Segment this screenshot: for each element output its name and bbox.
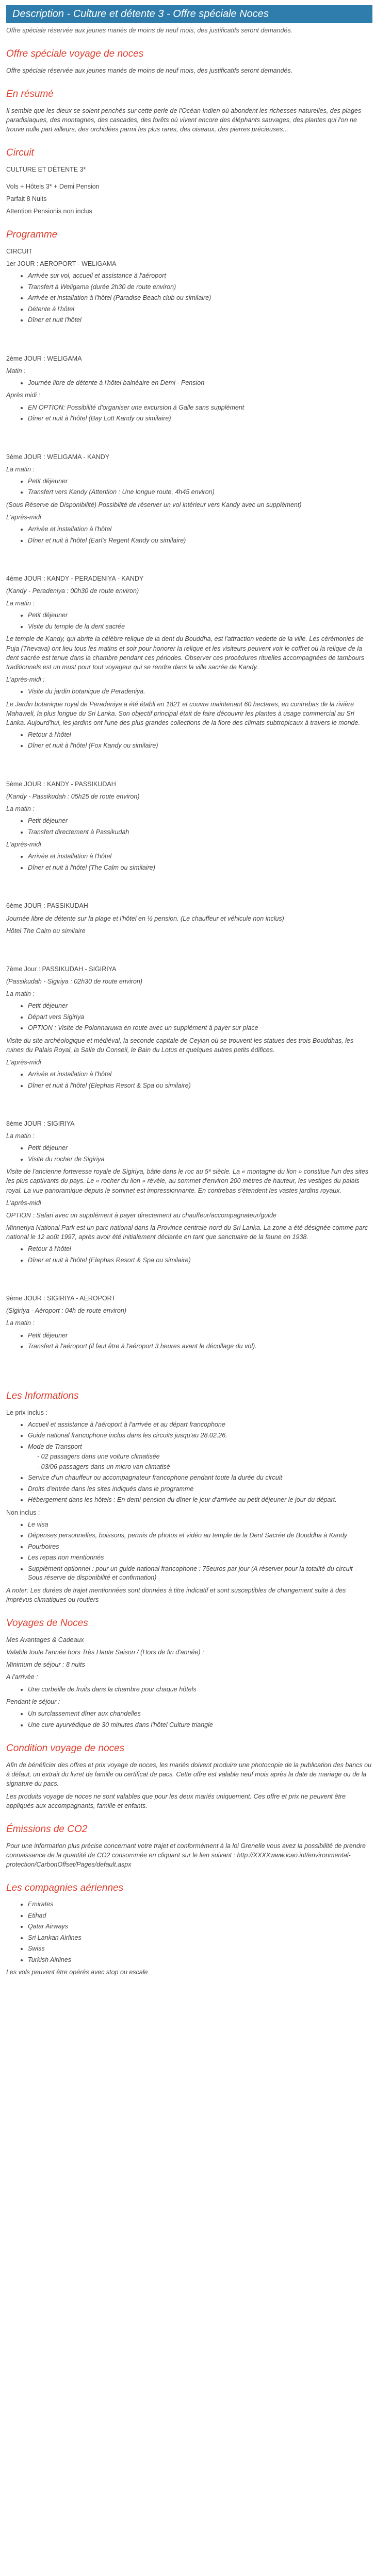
list-item: • Une corbeille de fruits dans la chambre pour chaque hôtels [28, 1685, 372, 1694]
co2-text: Pour une information plus précise concernant votre trajet et conformément à la loi Grenelle vous avez la possibilité de prendre connaissance de la quantité de CO2 consommée en cliquant sur le lien suivant : http://XXXXwww.icao.int/environmental-protection/CarbonOffset/Pages/default.aspx [6, 1842, 366, 1868]
offer-text: Offre spéciale réservée aux jeunes mariés de moins de neuf mois, des justificatifs seront demandés. [6, 66, 293, 74]
program-label: CIRCUIT [6, 247, 32, 255]
list-item: • Journée libre de détente à l'hôtel balnéaire en Demi - Pension [28, 379, 372, 388]
voyage-arrival-list [6, 1685, 372, 1694]
day-text: Visite du site archéologique et médiéval, la seconde capitale de Ceylan où se trouvent les statues des trois Bouddhas, les ruines du Palais Royal, la Salle du Conseil, le Bain du Lotus et quelques autres petits édifices. [6, 1037, 354, 1054]
day-text: Matin : [6, 367, 26, 375]
day-title: 6ème JOUR : PASSIKUDAH [6, 902, 88, 910]
list-item: • Arrivée et installation à l'hôtel (Paradise Beach club ou similaire) [28, 294, 372, 303]
day-text: (Passikudah - Sigiriya : 02h30 de route environ) [6, 977, 143, 985]
itinerary-day [6, 548, 372, 751]
circuit-line: Attention Pensionis non inclus [6, 207, 92, 215]
airlines-title: Les compagnies aériennes [6, 1883, 124, 1894]
day-list [6, 379, 372, 388]
day-list [6, 1245, 372, 1265]
conditions-text: Les produits voyage de noces ne sont valables que pour les deux mariés uniquement. Ces offre et prix ne peuvent être appliqués aux accompagnants, famille et enfants. [6, 1792, 346, 1809]
list-item: • Détente à l'hôtel [28, 305, 372, 314]
day-text: La matin : [6, 465, 35, 473]
intro-note: Offre spéciale réservée aux jeunes mariés de moins de neuf mois, des justificatifs seront demandés. [6, 27, 293, 34]
voyage-stay-list [6, 1709, 372, 1730]
day-list [6, 1331, 372, 1351]
list-item: • Transfert directement à Passikudah [28, 828, 372, 837]
day-text: La matin : [6, 990, 35, 997]
list-item: • Les repas non mentionnés [28, 1553, 372, 1563]
circuit-title: Circuit [6, 147, 34, 159]
includes-list [6, 1420, 372, 1505]
itinerary-day [6, 1093, 372, 1265]
day-list [6, 525, 372, 545]
list-item: • Une cure ayurvédique de 30 minutes dans l'hôtel Culture triangle [28, 1721, 372, 1730]
day-title: 9ème JOUR : SIGIRIYA - AEROPORT [6, 1295, 116, 1302]
program-title: Programme [6, 229, 58, 240]
itinerary-day [6, 939, 372, 1090]
day-title: 1er JOUR : AEROPORT - WELIGAMA [6, 260, 117, 267]
list-item: • Arrivée et installation à l'hôtel [28, 1070, 372, 1079]
list-item: • Petit déjeuner [28, 1144, 372, 1153]
list-item: • Visite du jardin botanique de Peradeniya. [28, 687, 372, 697]
day-title: 3ème JOUR : WELIGAMA - KANDY [6, 453, 110, 461]
list-item: • Arrivée sur vol, accueil et assistance à l'aéroport [28, 272, 372, 281]
day-text: L'après-midi [6, 1058, 41, 1066]
list-item: • EN OPTION: Possibilité d'organiser une excursion à Galle sans supplément [28, 403, 372, 413]
voyage-title: Voyages de Noces [6, 1618, 88, 1629]
day-text: Journée libre de détente sur la plage et l'hôtel en ½ pension. (Le chauffeur et véhicule non inclus) [6, 914, 284, 922]
transport-sublist [28, 1452, 372, 1471]
co2-title: Émissions de CO2 [6, 1823, 88, 1835]
list-item: • Service d'un chauffeur ou accompagnateur francophone pendant toute la durée du circuit [28, 1473, 372, 1483]
list-item: • Petit déjeuner [28, 477, 372, 486]
banner-title: Description - Culture et détente 3 - Offre spéciale Noces [12, 8, 269, 20]
day-title: 5ème JOUR : KANDY - PASSIKUDAH [6, 780, 116, 788]
list-item: • Dîner et nuit à l'hôtel (Elephas Resort & Spa ou similaire) [28, 1081, 372, 1091]
list-item: • Dîner et nuit à l'hôtel (Fox Kandy ou similaire) [28, 741, 372, 751]
itinerary-day [6, 328, 372, 423]
day-text: OPTION : Safari avec un supplément à payer directement au chauffeur/accompagnateur/guide [6, 1211, 276, 1219]
day-text: (Kandy - Passikudah : 05h25 de route environ) [6, 793, 140, 800]
list-item: • Petit déjeuner [28, 817, 372, 826]
excludes-label: Non inclus : [6, 1509, 40, 1516]
list-item: • Supplément optionnel : pour un guide national francophone : 75euros par jour (A réserver pour la totalité du circuit - Sous réserve de disponibilité et confirmation) [28, 1565, 372, 1583]
list-item: • OPTION : Visite de Polonnaruwa en route avec un supplément à payer sur place [28, 1024, 372, 1033]
day-text: La matin : [6, 1132, 35, 1140]
day-list [6, 852, 372, 872]
day-text: Visite de l'ancienne forteresse royale de Sigiriya, bâtie dans le roc au 5ᵉ siècle. La « montagne du lion » constitue l'un des sites les plus captivants du pays. Le « rocher du lion » révèle, au sommet d'environ 200 mètres de hauteur, les vestiges du palais royal. La vue panoramique depuis le sommet est impressionnante. En contrebas s'étendent les vastes jardins royaux. [6, 1168, 369, 1194]
transport-label: Mode de Transport [28, 1443, 82, 1450]
day-title: 4ème JOUR : KANDY - PERADENIYA - KANDY [6, 575, 144, 582]
day-text: La matin : [6, 600, 35, 607]
day-text: Hôtel The Calm ou similaire [6, 927, 86, 935]
list-item: • Arrivée et installation à l'hôtel [28, 852, 372, 861]
itinerary-days [6, 259, 372, 1351]
voyage-stay-label: Pendant le séjour : [6, 1698, 60, 1705]
day-list [6, 687, 372, 697]
day-text: Minneriya National Park est un parc national dans la Province centrale-nord du Sri Lanka. La zone a été désignée comme parc national le 12 août 1997, après avoir été initialement déclarée en tant que sanctuaire de la faune en 1938. [6, 1224, 368, 1241]
airlines-list [6, 1900, 372, 1964]
list-item: • Turkish Airlines [28, 1956, 372, 1965]
conditions-title: Condition voyage de noces [6, 1743, 125, 1754]
day-text: (Sigiriya - Aéroport : 04h de route environ) [6, 1307, 126, 1315]
list-item: • Transfert vers Kandy (Attention : Une longue route, 4h45 environ) [28, 488, 372, 497]
day-text: (Kandy - Peradeniya : 00h30 de route environ) [6, 587, 139, 595]
summary-text: Il semble que les dieux se soient penchés sur cette perle de l'Océan Indien où abondent les richesses naturelles, des plages paradisiaques, des montagnes, des cascades, des forêts où vivent encore des éléphants sauvages, des plantes qui l'on ne trouve nulle part ailleurs, des orchidées parmi les plus rares, des oiseaux, des pierres précieuses... [6, 107, 362, 133]
list-item: • Visite du temple de la dent sacrée [28, 622, 372, 632]
list-item: • Qatar Airways [28, 1922, 372, 1931]
list-item: • Le visa [28, 1520, 372, 1530]
list-item: • Transfert à Weligama (durée 2h30 de route environ) [28, 283, 372, 292]
list-item [28, 1443, 372, 1472]
list-item: • Dîner et nuit l'hôtel [28, 316, 372, 325]
circuit-line: Parfait 8 Nuits [6, 195, 47, 202]
page-banner [6, 5, 372, 23]
list-item: • Accueil et assistance à l'aéroport à l'arrivée et au départ francophone [28, 1420, 372, 1430]
list-item: • Retour à l'hôtel [28, 731, 372, 740]
list-item: • Emirates [28, 1900, 372, 1909]
excludes-list [6, 1520, 372, 1583]
list-item: • Arrivée et installation à l'hôtel [28, 525, 372, 534]
circuit-lines [6, 165, 372, 216]
list-item: • Visite du rocher de Sigiriya [28, 1155, 372, 1164]
includes-label: Le prix inclus : [6, 1409, 47, 1416]
voyage-min-stay: Minimum de séjour : 8 nuits [6, 1661, 85, 1669]
list-item: • Dîner et nuit à l'hôtel (Earl's Regent Kandy ou similaire) [28, 536, 372, 546]
list-item: • Hébergement dans les hôtels : En demi-pension du dîner le jour d'arrivée au petit déjeuner le jour du départ. [28, 1496, 372, 1505]
day-list [6, 1070, 372, 1090]
itinerary-day [6, 427, 372, 546]
day-text: La matin : [6, 805, 35, 813]
day-title: 7ème Jour : PASSIKUDAH - SIGIRIYA [6, 965, 117, 973]
itinerary-day [6, 875, 372, 935]
list-item: • Départ vers Sigiriya [28, 1013, 372, 1022]
voyage-sub: Mes Avantages & Cadeaux [6, 1636, 84, 1643]
list-item: • Pourboires [28, 1543, 372, 1552]
day-list [6, 403, 372, 423]
day-text: Le Jardin botanique royal de Peradeniya a été établi en 1821 et couvre maintenant 60 hectares, en contrebas de la rivière Mahaweli, la plus longue du Sri Lanka. Son objectif principal était de faire découvrir les plantes à usage commercial au Sri Lanka. Aujourd'hui, les jardins ont l'une des plus grandes collections de la flore des climats subtropicaux à travers le monde. [6, 700, 360, 726]
day-text: Après midi : [6, 392, 40, 399]
list-item: • Transfert à l'aéroport (il faut être à l'aéroport 3 heures avant le décollage du vol). [28, 1342, 372, 1351]
day-text: L'après-midi [6, 841, 41, 849]
list-item: • Petit déjeuner [28, 611, 372, 620]
day-list [6, 1002, 372, 1033]
list-item: • Petit déjeuner [28, 1002, 372, 1011]
day-text: L'après-midi [6, 1199, 41, 1207]
day-text: L'après-midi [6, 513, 41, 521]
day-list [6, 817, 372, 837]
list-item: • Retour à l'hôtel [28, 1245, 372, 1254]
info-title: Les Informations [6, 1390, 79, 1401]
list-item: - 03/06 passagers dans un micro van climatisé [37, 1463, 170, 1470]
offer-title: Offre spéciale voyage de noces [6, 48, 144, 59]
circuit-line: CULTURE ET DÉTENTE 3* [6, 166, 86, 174]
list-item: • Etihad [28, 1911, 372, 1921]
list-item: • Guide national francophone inclus dans les circuits jusqu'au 28.02.26. [28, 1431, 372, 1440]
info-footnote: A noter: Les durées de trajet mentionnées sont données à titre indicatif et sont susceptibles de changement suite à des imprévus climatiques ou routiers [6, 1586, 346, 1603]
day-list [6, 611, 372, 631]
day-text: (Sous Réserve de Disponibilité) Possibilité de réserver un vol intérieur vers Kandy avec un supplément) [6, 501, 302, 509]
list-item: • Dîner et nuit à l'hôtel (Bay Lott Kandy ou similaire) [28, 414, 372, 423]
list-item: • Droits d'entrée dans les sites indiqués dans le programme [28, 1485, 372, 1494]
voyage-validity: Valable toute l'année hors Très Haute Saison / (Hors de fin d'année) : [6, 1649, 204, 1656]
conditions-text: Afin de bénéficier des offres et prix voyage de noces, les mariés doivent produire une photocopie de la publication des bancs ou à défaut, un extrait du livret de famille ou certificat de pacs. Cette offre est valable neuf mois après la date de mariage ou de la signature du pacs. [6, 1761, 372, 1788]
list-item: • Dîner et nuit à l'hôtel (Elephas Resort & Spa ou similaire) [28, 1256, 372, 1265]
voyage-arrival-label: A l'arrivée : [6, 1673, 38, 1681]
circuit-line: Vols + Hôtels 3* + Demi Pension [6, 182, 100, 190]
itinerary-day [6, 754, 372, 873]
summary-title: En résumé [6, 89, 54, 99]
day-title: 2ème JOUR : WELIGAMA [6, 354, 82, 362]
day-list [6, 1144, 372, 1164]
day-list [6, 477, 372, 497]
day-list [6, 272, 372, 325]
day-list [6, 731, 372, 751]
list-item: • Petit déjeuner [28, 1331, 372, 1341]
day-text: Le temple de Kandy, qui abrite la célèbre relique de la dent du Bouddha, est l'attraction vedette de la ville. Les cérémonies de Puja (Thevava) ont lieu tous les matins et soir pour honorer la relique et les visiteurs peuvent voir le coffret où la relique de la dent sacrée est tenue dans la chambre pendant ces périodes. Observer ces procédures rituelles accompagnées de tambours traditionnels est un must pour tout voyageur qui se rendra dans la ville sacrée de Kandy. [6, 635, 365, 671]
itinerary-day [6, 1268, 372, 1351]
list-item: - 02 passagers dans une voiture climatisée [37, 1453, 160, 1461]
list-item: • Dîner et nuit à l'hôtel (The Calm ou similaire) [28, 863, 372, 873]
day-title: 8ème JOUR : SIGIRIYA [6, 1120, 75, 1127]
list-item: • Sri Lankan Airlines [28, 1934, 372, 1943]
list-item: • Dépenses personnelles, boissons, permis de photos et vidéo au temple de la Dent Sacrée de Bouddha à Kandy [28, 1531, 372, 1540]
list-item: • Swiss [28, 1944, 372, 1954]
airlines-note: Les vols peuvent être opérés avec stop ou escale [6, 1969, 148, 1976]
day-text: La matin : [6, 1319, 35, 1327]
itinerary-day [6, 259, 372, 325]
day-text: L'après-midi : [6, 675, 45, 683]
list-item: • Un surclassement dîner aux chandelles [28, 1709, 372, 1719]
